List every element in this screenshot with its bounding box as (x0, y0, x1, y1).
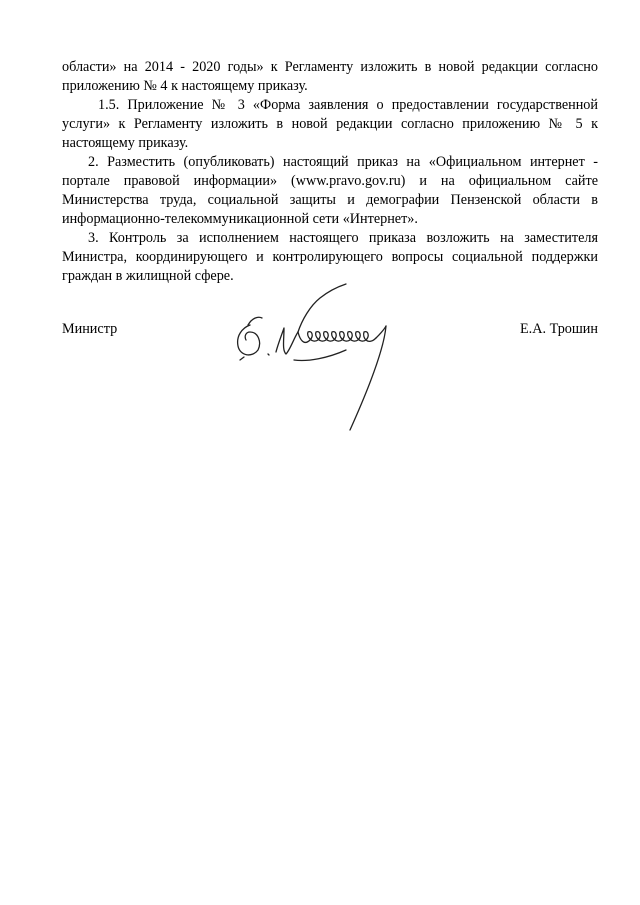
signatory-title: Министр (62, 321, 118, 337)
paragraph-appendix-4: области» на 2014 - 2020 годы» к Регламенту изложить в новой редакции согласно приложению № 4 к настоящему приказу. (62, 59, 598, 94)
handwritten-signature-icon (228, 280, 403, 440)
signatory-name: Е.А. Трошин (520, 321, 598, 337)
document-body (62, 58, 598, 286)
paragraph-item-1-5: 1.5. Приложение № 3 «Форма заявления о предоставлении государственной услуги» к Регламенту изложить в новой редакции согласно приложению № 5 к настоящему приказу. (62, 97, 598, 151)
paragraph-item-2: 2. Разместить (опубликовать) настоящий приказ на «Официальном интернет - портале правовой информации» (www.pravo.gov.ru) и на официальном сайте Министерства труда, социальной защиты и демографии Пензенской области в информационно-телекоммуникационной сети «Интернет». (62, 154, 598, 227)
paragraph-item-3: 3. Контроль за исполнением настоящего приказа возложить на заместителя Министра, координирующего и контролирующего вопросы социальной поддержки граждан в жилищной сфере. (62, 230, 598, 284)
